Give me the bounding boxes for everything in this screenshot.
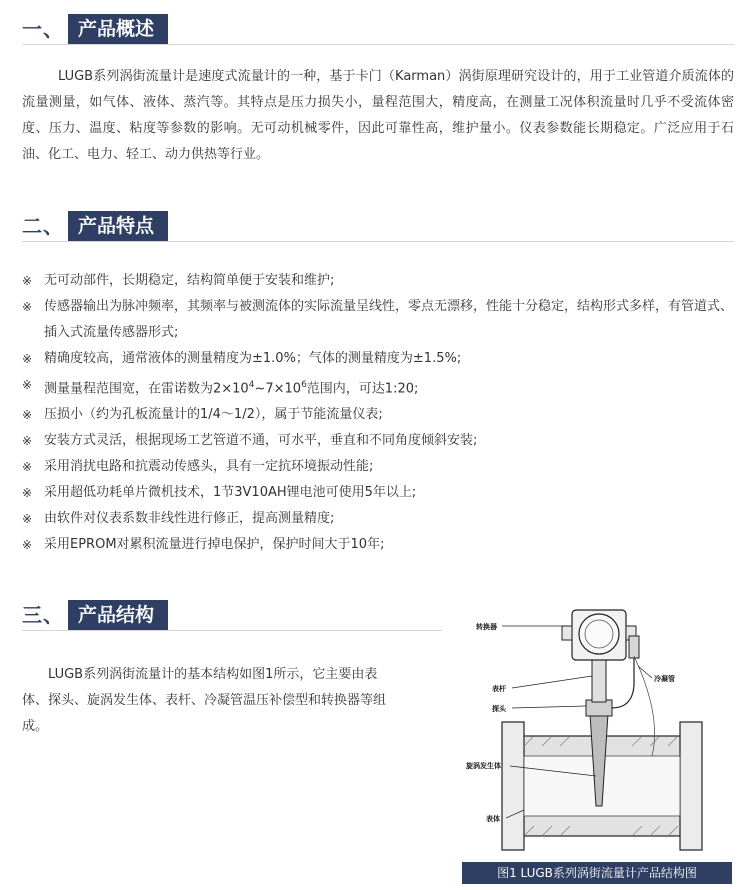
section-title: 产品结构: [68, 600, 168, 630]
section-title: 产品概述: [68, 14, 168, 44]
feature-text: 精确度较高，通常液体的测量精度为±1.0%；气体的测量精度为±1.5%;: [44, 351, 462, 366]
bullet-mark: ※: [22, 512, 33, 527]
exponent: 6: [301, 380, 307, 390]
feature-text: 传感器输出为脉冲频率，其频率与被测流体的实际流量呈线性，零点无漂移，性能十分稳定，结构形式多样，有管道式、插入式流量传感器形式;: [44, 299, 734, 340]
overview-paragraph: LUGB系列涡街流量计是速度式流量计的一种，基于卡门（Karman）涡街原理研究设计的，用于工业管道介质流体的流量测量，如气体、液体、蒸汽等。其特点是压力损失小，量程范围大，精度高，在测量工况体积流量时几乎不受流体密度、压力、温度、粘度等参数的影响。无可动机械零件，因此可靠性高，维护量小。仪表参数能长期稳定。广泛应用于石油、化工、电力、轻工、动力供热等行业。: [22, 69, 734, 162]
feature-text: 采用EPROM对累积流量进行掉电保护，保护时间大于10年;: [44, 537, 385, 553]
bullet-mark: ※: [22, 408, 33, 423]
bullet-mark: ※: [22, 538, 33, 553]
list-item: [22, 372, 734, 402]
list-item: [22, 402, 734, 428]
feature-text: 由软件对仪表系数非线性进行修正，提高测量精度;: [44, 511, 335, 527]
divider: [22, 630, 442, 631]
feature-list: [22, 268, 734, 558]
flowmeter-diagram: [462, 596, 732, 862]
rod-shape: [592, 658, 606, 702]
list-item: [22, 454, 734, 480]
feature-text: 安装方式灵活，根据现场工艺管道不通，可水平，垂直和不同角度倾斜安装;: [44, 433, 478, 449]
feature-text-pre: 测量量程范围宽，在雷诺数为2×10: [44, 381, 249, 397]
bullet-mark: ※: [22, 300, 33, 314]
feature-text: 无可动部件，长期稳定，结构简单便于安装和维护;: [44, 273, 335, 288]
list-item: [22, 532, 734, 558]
list-item: [22, 506, 734, 532]
label-rod: 表杆: [492, 685, 506, 693]
section-number: 一、: [22, 17, 64, 41]
exponent: 4: [248, 380, 255, 390]
converter-left-port: [562, 626, 572, 640]
feature-text-mid: ~7×10: [254, 381, 302, 397]
section-header-features: [22, 211, 168, 241]
bullet-mark: ※: [22, 378, 33, 392]
bullet-mark: ※: [22, 274, 33, 288]
bullet-mark: ※: [22, 486, 33, 501]
list-item: [22, 294, 734, 346]
feature-text: 采用消扰电路和抗震动传感头，具有一定抗环境振动性能;: [44, 459, 374, 475]
structure-paragraph: LUGB系列涡街流量计的基本结构如图1所示，它主要由表体、探头、旋涡发生体、表杆、冷凝管温压补偿型和转换器等组成。: [22, 667, 387, 734]
bullet-mark: ※: [22, 434, 33, 449]
section-number: 三、: [22, 603, 64, 627]
list-item: [22, 268, 734, 294]
section-number: 二、: [22, 214, 64, 238]
divider: [22, 44, 734, 45]
label-body: 表体: [486, 815, 500, 823]
figure-caption: 图1 LUGB系列涡街流量计产品结构图: [462, 862, 732, 884]
label-converter: 转换器: [476, 623, 497, 631]
divider: [22, 241, 734, 242]
feature-text-post: 范围内，可达1:20;: [306, 381, 419, 397]
label-vortex-generator: 旋涡发生体: [466, 762, 501, 770]
feature-text: 采用超低功耗单片微机技术，1节3V10AH锂电池可使用5年以上;: [44, 485, 417, 501]
section-header-structure: [22, 600, 168, 630]
section-title: 产品特点: [68, 211, 168, 241]
left-flange: [502, 722, 524, 850]
label-cooling-tube: 冷凝管: [654, 675, 675, 683]
list-item: [22, 480, 734, 506]
section-header-overview: [22, 14, 168, 44]
cooling-tube-shape: [612, 656, 634, 708]
list-item: [22, 346, 734, 372]
feature-text: 压损小（约为孔板流量计的1/4～1/2），属于节能流量仪表;: [44, 407, 383, 423]
bullet-mark: ※: [22, 460, 33, 475]
structure-figure: [462, 596, 732, 886]
right-flange: [680, 722, 702, 850]
list-item: [22, 428, 734, 454]
label-probe: 探头: [492, 705, 506, 713]
cooling-tube-fitting: [629, 636, 639, 658]
bullet-mark: ※: [22, 352, 33, 366]
